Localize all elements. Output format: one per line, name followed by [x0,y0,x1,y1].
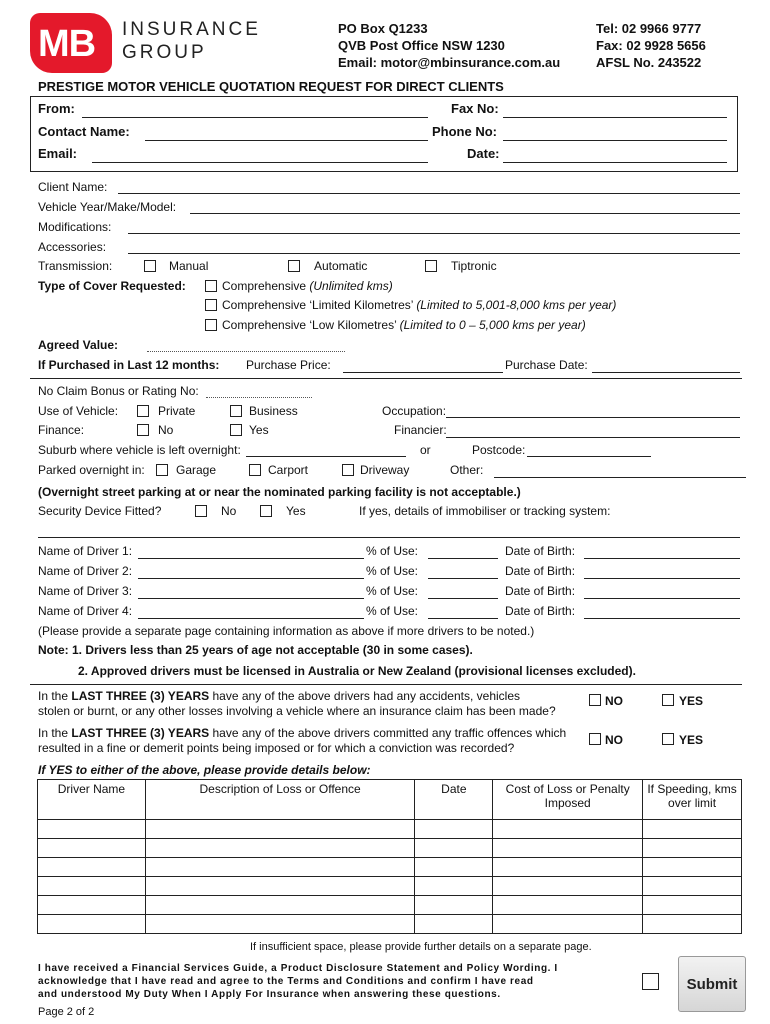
immobiliser-label: If yes, details of immobiliser or tracking system: [359,504,611,518]
other-input[interactable] [494,477,746,478]
driver3-use-input[interactable] [428,598,498,599]
modifications-input[interactable] [128,233,740,234]
table-cell[interactable] [493,896,643,915]
q1-bold: LAST THREE (3) YEARS [71,689,210,703]
finance-label: Finance: [38,423,85,437]
logo-line1: INSURANCE [122,19,261,40]
cover-unlimited-checkbox[interactable] [205,280,217,292]
q2-pre: In the [38,726,72,740]
q2-line1 [38,726,566,741]
purchase-price-label: Purchase Price: [246,358,331,372]
driver1-name-label: Name of Driver 1: [38,544,133,558]
driver3-use-label: % of Use: [366,584,419,598]
th-speeding: If Speeding, kms over limit [643,780,742,820]
header-email: Email: motor@mbinsurance.com.au [338,55,561,70]
driver4-dob-label: Date of Birth: [505,604,576,618]
cover-opt3-text: Comprehensive ‘Low Kilometres’ [222,318,397,332]
note-1: Note: 1. Drivers less than 25 years of age not acceptable (30 in some cases). [38,643,473,657]
security-label: Security Device Fitted? [38,504,162,518]
phone-input[interactable] [503,140,727,141]
street-parking-note: (Overnight street parking at or near the nominated parking facility is not acceptable.) [38,485,521,499]
cover-low-label [222,318,586,332]
table-cell[interactable] [38,915,146,934]
th-date: Date [415,780,493,820]
driver4-use-label: % of Use: [366,604,419,618]
occupation-label: Occupation: [382,404,447,418]
client-name-input[interactable] [118,193,740,194]
th-description: Description of Loss or Offence [145,780,415,820]
table-cell[interactable] [643,877,742,896]
q1-no-label: NO [605,694,623,708]
history-question-2 [38,726,566,756]
logo-line2: GROUP [122,42,207,63]
contact-box [30,96,738,172]
driver2-use-label: % of Use: [366,564,419,578]
table-cell[interactable] [145,858,415,877]
agreed-value-label: Agreed Value: [38,338,119,352]
transmission-label: Transmission: [38,259,113,273]
mb-logo-mark [30,13,112,73]
driver1-use-input[interactable] [428,558,498,559]
use-label: Use of Vehicle: [38,404,119,418]
automatic-checkbox[interactable] [288,260,300,272]
table-cell[interactable] [643,896,742,915]
driver1-use-label: % of Use: [366,544,419,558]
financier-label: Financier: [394,423,447,437]
security-no-label: No [221,504,237,518]
driver4-dob-input[interactable] [584,618,740,619]
details-table [37,779,742,934]
cover-limited-label [222,298,616,312]
driver2-name-input[interactable] [138,578,364,579]
immobiliser-input[interactable] [38,537,740,538]
ncb-input[interactable] [206,397,312,398]
accessories-label: Accessories: [38,240,107,254]
declaration-text [38,962,558,1001]
table-cell[interactable] [38,877,146,896]
cover-label: Type of Cover Requested: [38,279,186,293]
declaration-checkbox[interactable] [642,973,659,990]
security-yes-label: Yes [286,504,306,518]
table-cell[interactable] [145,915,415,934]
driver4-use-input[interactable] [428,618,498,619]
th-driver-name: Driver Name [38,780,146,820]
q2-yes-label: YES [679,733,704,747]
section-divider-2 [30,684,742,685]
header-phone-block [596,20,706,71]
cover-unlimited-label [222,279,393,293]
cover-opt3-note: (Limited to 0 – 5,000 kms per year) [399,318,586,332]
tiptronic-label: Tiptronic [451,259,497,273]
modifications-label: Modifications: [38,220,112,234]
declaration-line2: acknowledge that I have read and agree to the Terms and Conditions and confirm I have read [38,976,534,987]
section-divider-1 [30,378,742,379]
vehicle-label: Vehicle Year/Make/Model: [38,200,177,214]
cover-low-checkbox[interactable] [205,319,217,331]
driver1-dob-input[interactable] [584,558,740,559]
carport-checkbox[interactable] [249,464,261,476]
driveway-checkbox[interactable] [342,464,354,476]
garage-label: Garage [176,463,217,477]
cover-opt2-text: Comprehensive ‘Limited Kilometres’ [222,298,413,312]
table-cell[interactable] [38,839,146,858]
security-no-checkbox[interactable] [195,505,207,517]
declaration-line1: I have received a Financial Services Guide, a Product Disclosure Statement and Policy Wording. I [38,963,558,974]
logo-wordmark [122,18,261,64]
table-cell[interactable] [493,915,643,934]
fax-input[interactable] [503,117,727,118]
q1-pre: In the [38,689,72,703]
driver3-name-label: Name of Driver 3: [38,584,133,598]
table-row [38,877,742,896]
table-cell[interactable] [38,896,146,915]
garage-checkbox[interactable] [156,464,168,476]
q1-yes-checkbox[interactable] [662,694,674,706]
purchase-date-label: Purchase Date: [505,358,588,372]
table-cell[interactable] [493,858,643,877]
purchase-price-input[interactable] [343,372,503,373]
parked-label: Parked overnight in: [38,463,145,477]
table-row [38,896,742,915]
q1-line2: stolen or burnt, or any other losses involving a vehicle where an insurance claim has been made? [38,704,556,718]
other-label: Other: [450,463,484,477]
automatic-label: Automatic [314,259,368,273]
q2-post: have any of the above drivers committed any traffic offences which [209,726,567,740]
date-input[interactable] [503,162,727,163]
vehicle-input[interactable] [190,213,740,214]
client-name-label: Client Name: [38,180,108,194]
q1-line1 [38,689,556,704]
table-cell[interactable] [493,877,643,896]
from-label: From: [38,101,75,116]
driver4-name-input[interactable] [138,618,364,619]
manual-checkbox[interactable] [144,260,156,272]
table-row [38,915,742,934]
agreed-value-input[interactable] [147,351,345,352]
address-line2: QVB Post Office NSW 1230 [338,38,505,53]
suburb-label: Suburb where vehicle is left overnight: [38,443,241,457]
purchase-date-input[interactable] [592,372,740,373]
logo-mark-text: MB [38,23,96,65]
finance-yes-checkbox[interactable] [230,424,242,436]
cover-limited-checkbox[interactable] [205,299,217,311]
header-afsl: AFSL No. 243522 [596,55,702,70]
table-cell[interactable] [643,915,742,934]
address-line1: PO Box Q1233 [338,21,428,36]
details-heading: If YES to either of the above, please provide details below: [38,763,371,777]
table-cell[interactable] [643,820,742,839]
driver2-name-label: Name of Driver 2: [38,564,133,578]
business-checkbox[interactable] [230,405,242,417]
q1-yes-label: YES [679,694,704,708]
finance-no-label: No [158,423,174,437]
q1-post: have any of the above drivers had any accidents, vehicles [209,689,521,703]
driver4-name-label: Name of Driver 4: [38,604,133,618]
insufficient-space-note: If insufficient space, please provide further details on a separate page. [250,941,592,953]
q2-yes-checkbox[interactable] [662,733,674,745]
q2-no-checkbox[interactable] [589,733,601,745]
finance-no-checkbox[interactable] [137,424,149,436]
occupation-input[interactable] [446,417,740,418]
suburb-input[interactable] [246,456,406,457]
table-header-row [38,780,742,820]
separate-page-note: (Please provide a separate page containing information as above if more drivers to be noted.) [38,624,535,638]
private-label: Private [158,404,196,418]
declaration-line3: and understood My Duty When I Apply For Insurance when answering these questions. [38,989,501,1000]
table-cell[interactable] [415,915,493,934]
postcode-label: Postcode: [472,443,526,457]
driver2-dob-label: Date of Birth: [505,564,576,578]
header-tel: Tel: 02 9966 9777 [596,21,702,36]
table-cell[interactable] [493,820,643,839]
form-title: PRESTIGE MOTOR VEHICLE QUOTATION REQUEST FOR DIRECT CLIENTS [38,79,504,94]
carport-label: Carport [268,463,309,477]
cover-opt2-note: (Limited to 5,001-8,000 kms per year) [416,298,617,312]
cover-opt1-note: (Unlimited kms) [309,279,393,293]
private-checkbox[interactable] [137,405,149,417]
tiptronic-checkbox[interactable] [425,260,437,272]
driver3-name-input[interactable] [138,598,364,599]
driver1-name-input[interactable] [138,558,364,559]
q2-no-label: NO [605,733,623,747]
note-2: 2. Approved drivers must be licensed in Australia or New Zealand (provisional licenses excluded). [78,664,636,678]
q1-no-checkbox[interactable] [589,694,601,706]
table-cell[interactable] [415,839,493,858]
driver1-dob-label: Date of Birth: [505,544,576,558]
table-cell[interactable] [145,839,415,858]
driver2-use-input[interactable] [428,578,498,579]
manual-label: Manual [169,259,209,273]
table-cell[interactable] [145,877,415,896]
header-address [338,20,560,71]
table-cell[interactable] [415,820,493,839]
q2-line2: resulted in a fine or demerit points being imposed or for which a conviction was recorded? [38,741,515,755]
business-label: Business [249,404,298,418]
q2-bold: LAST THREE (3) YEARS [71,726,210,740]
table-cell[interactable] [415,858,493,877]
or-label: or [420,443,431,457]
from-input[interactable] [82,117,428,118]
table-row [38,839,742,858]
finance-yes-label: Yes [249,423,269,437]
date-label: Date: [467,146,500,161]
table-cell[interactable] [38,820,146,839]
contact-name-label: Contact Name: [38,124,130,139]
driver3-dob-input[interactable] [584,598,740,599]
table-cell[interactable] [643,839,742,858]
fax-label: Fax No: [451,101,499,116]
phone-label: Phone No: [432,124,497,139]
ncb-label: No Claim Bonus or Rating No: [38,384,199,398]
table-cell[interactable] [145,896,415,915]
email-label: Email: [38,146,78,161]
driveway-label: Driveway [360,463,410,477]
contact-name-input[interactable] [145,140,428,141]
driver2-dob-input[interactable] [584,578,740,579]
header-fax: Fax: 02 9928 5656 [596,38,706,53]
purchased-label: If Purchased in Last 12 months: [38,358,220,372]
table-row [38,858,742,877]
th-cost: Cost of Loss or Penalty Imposed [493,780,643,820]
table-row [38,820,742,839]
table-cell[interactable] [415,896,493,915]
submit-button[interactable]: Submit [678,956,746,1012]
accessories-input[interactable] [128,253,740,254]
email-input[interactable] [92,162,428,163]
table-cell[interactable] [38,858,146,877]
table-cell[interactable] [145,820,415,839]
history-question-1 [38,689,556,719]
driver3-dob-label: Date of Birth: [505,584,576,598]
table-cell[interactable] [415,877,493,896]
table-cell[interactable] [493,839,643,858]
page-number: Page 2 of 2 [38,1006,95,1018]
postcode-input[interactable] [527,456,651,457]
financier-input[interactable] [446,437,740,438]
cover-opt1-text: Comprehensive [222,279,307,293]
table-cell[interactable] [643,858,742,877]
security-yes-checkbox[interactable] [260,505,272,517]
